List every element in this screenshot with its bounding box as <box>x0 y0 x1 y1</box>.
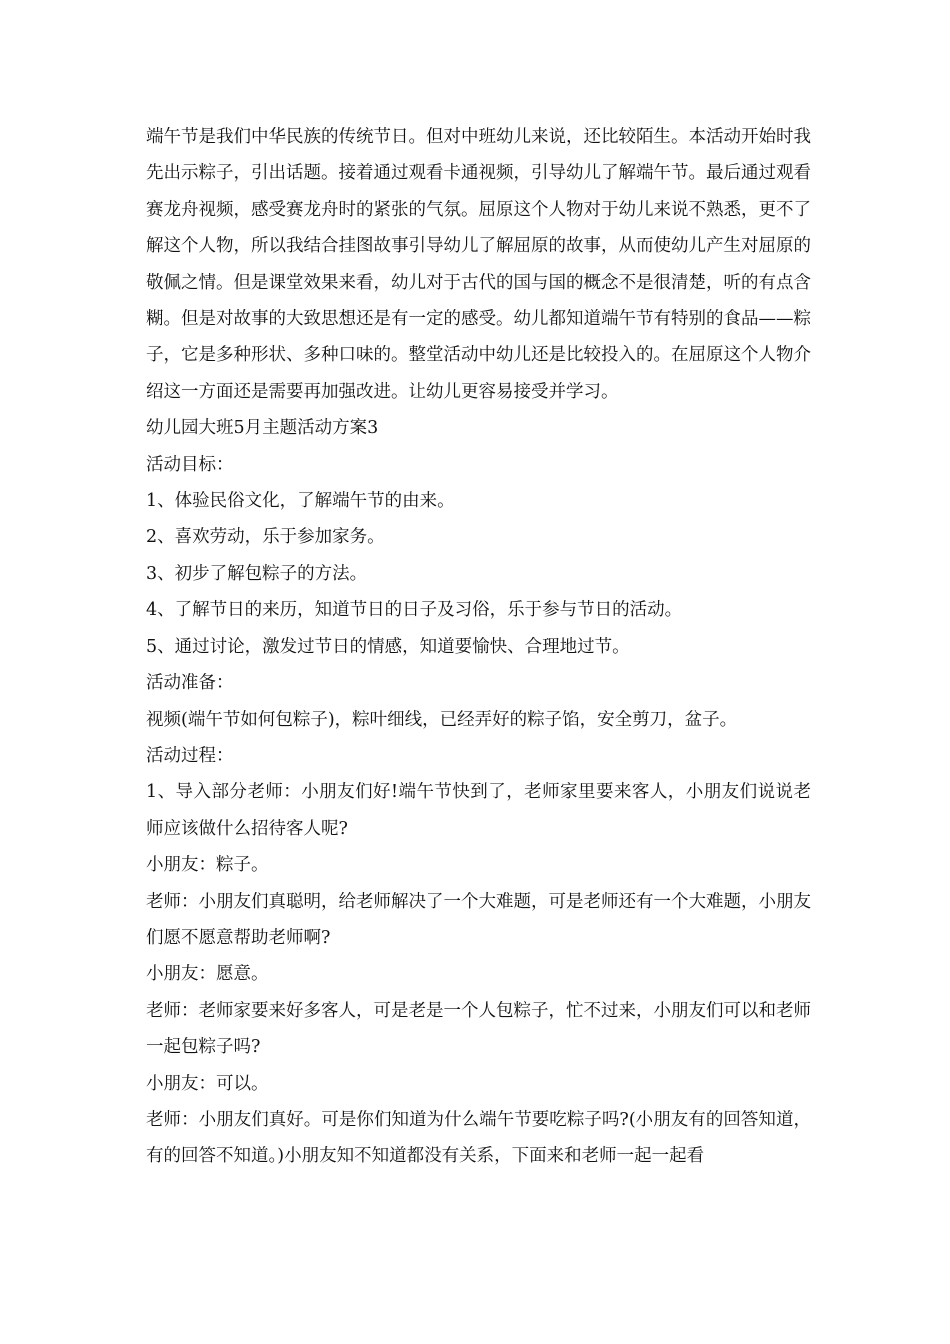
preparation-text: 视频(端午节如何包粽子)，粽叶细线，已经弄好的粽子馅，安全剪刀，盆子。 <box>146 709 738 730</box>
goal-item: 3、初步了解包粽子的方法。 <box>146 563 368 584</box>
dialogue-paragraph: 老师：小朋友们真好。可是你们知道为什么端午节要吃粽子吗?(小朋友有的回答知道，有的回答不知道。)小朋友知不知道都没有关系，下面来和老师一起一起看 <box>146 1109 811 1167</box>
plan-title: 幼儿园大班5月主题活动方案3 <box>146 418 379 439</box>
dialogue-paragraph: 1、导入部分老师：小朋友们好!端午节快到了，老师家里要来客人，小朋友们说说老师应该做什么招待客人呢? <box>146 782 811 839</box>
reflection-paragraph: 端午节是我们中华民族的传统节日。但对中班幼儿来说，还比较陌生。本活动开始时我先出示粽子，引出话题。接着通过观看卡通视频，引导幼儿了解端午节。最后通过观看赛龙舟视频，感受赛龙舟时的紧张的气氛。屈原这个人物对于幼儿来说不熟悉，更不了解这个人物，所以我结合挂图故事引导幼儿了解屈原的故事，从而使幼儿产生对屈原的敬佩之情。但是课堂效果来看，幼儿对于古代的国与国的概念不是很清楚，听的有点含糊。但是对故事的大致思想还是有一定的感受。幼儿都知道端午节有特别的食品——粽子，它是多种形状、多种口味的。整堂活动中幼儿还是比较投入的。在屈原这个人物介绍这一方面还是需要再加强改进。让幼儿更容易接受并学习。 <box>146 127 811 402</box>
dialogue-paragraph: 小朋友：愿意。 <box>146 964 269 985</box>
dialogue-paragraph: 老师：小朋友们真聪明，给老师解决了一个大难题，可是老师还有一个大难题，小朋友们愿不愿意帮助老师啊? <box>146 891 811 948</box>
goal-item: 5、通过讨论，激发过节日的情感，知道要愉快、合理地过节。 <box>146 636 630 657</box>
dialogue-paragraph: 小朋友：可以。 <box>146 1073 269 1094</box>
document-body <box>146 119 811 1175</box>
section-heading-process: 活动过程： <box>146 745 234 766</box>
goal-item: 2、喜欢劳动，乐于参加家务。 <box>146 527 385 548</box>
goal-item: 1、体验民俗文化，了解端午节的由来。 <box>146 491 455 512</box>
dialogue-paragraph: 小朋友：粽子。 <box>146 855 269 876</box>
section-heading-goals: 活动目标： <box>146 454 234 475</box>
section-heading-preparation: 活动准备： <box>146 673 234 694</box>
goal-item: 4、了解节日的来历，知道节日的日子及习俗，乐于参与节日的活动。 <box>146 600 683 621</box>
dialogue-paragraph: 老师：老师家要来好多客人，可是老是一个人包粽子，忙不过来，小朋友们可以和老师一起包粽子吗? <box>146 1000 811 1058</box>
